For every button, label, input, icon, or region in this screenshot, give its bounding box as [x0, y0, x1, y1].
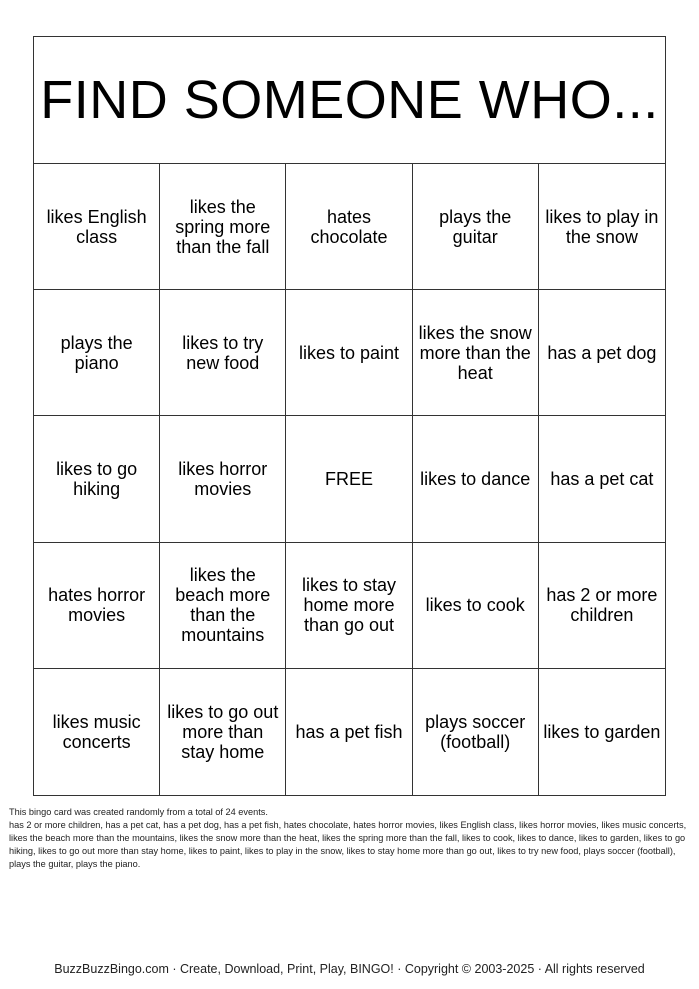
bingo-cell: likes to garden — [543, 721, 661, 742]
bingo-cell: plays soccer (football) — [413, 669, 539, 795]
free-space-cell: FREE — [286, 416, 412, 542]
bingo-cell: plays the guitar — [413, 164, 539, 290]
bingo-cell: likes to go out more than stay home — [160, 669, 286, 795]
bingo-cell: hates chocolate — [286, 164, 412, 290]
copyright-footer: BuzzBuzzBingo.com · Create, Download, Print, Play, BINGO! · Copyright © 2003-2025 · All rights reserved — [54, 962, 645, 976]
bingo-cell: hates horror movies — [34, 543, 160, 669]
bingo-cell: has a pet cat — [539, 416, 665, 542]
bingo-cell: likes to go hiking — [34, 416, 160, 542]
card-description-intro: This bingo card was created randomly from a total of 24 events. — [9, 807, 268, 817]
bingo-cell: likes to try new food — [160, 290, 286, 416]
bingo-cell: plays the piano — [34, 290, 160, 416]
bingo-cell: likes the spring more than the fall — [160, 164, 286, 290]
bingo-cell: likes the beach more than the mountains — [160, 543, 286, 669]
bingo-cell: likes to play in the snow — [539, 164, 665, 290]
bingo-cell: likes the snow more than the heat — [413, 290, 539, 416]
bingo-cell: likes music concerts — [34, 669, 160, 795]
bingo-cell: has a pet dog — [539, 290, 665, 416]
bingo-cell: likes to dance — [413, 416, 539, 542]
card-title: FIND SOMEONE WHO... — [34, 37, 665, 164]
bingo-cell: likes to stay home more than go out — [286, 543, 412, 669]
bingo-cell: likes horror movies — [160, 416, 286, 542]
card-description — [9, 806, 689, 871]
bingo-cell: has a pet fish — [286, 669, 412, 795]
bingo-card — [33, 36, 666, 796]
bingo-cell: likes to cook — [413, 543, 539, 669]
bingo-cell: has 2 or more children — [539, 543, 665, 669]
bingo-grid — [34, 164, 665, 795]
bingo-cell: likes English class — [34, 164, 160, 290]
card-events-list: has 2 or more children, has a pet cat, has a pet dog, has a pet fish, hates chocolate, hates horror movies, likes English class, likes horror movies, likes music concerts, likes the beach more than the mountains, likes the snow more than the heat, likes the spring more than the fall, likes to cook, likes to dance, likes to garden, likes to go hiking, likes to go out more than stay home, likes to paint, likes to play in the snow, likes to stay home more than go out, likes to try new food, plays soccer (football), plays the guitar, plays the piano. — [9, 820, 687, 869]
bingo-cell: likes to paint — [286, 290, 412, 416]
